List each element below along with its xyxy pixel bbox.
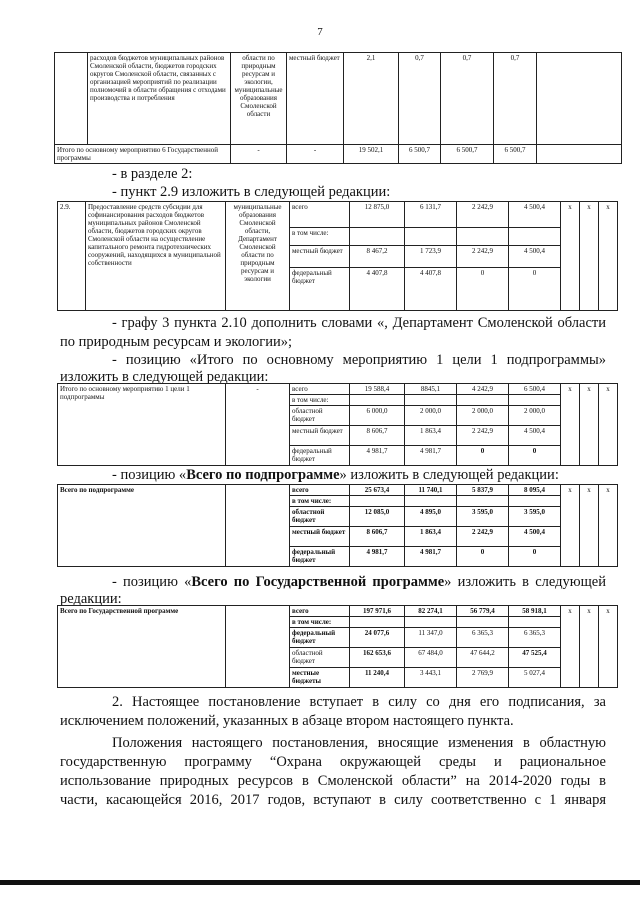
table-cell: [350, 395, 405, 406]
table-cell: 6 365,3: [457, 628, 509, 648]
table-cell: 0,7: [441, 53, 494, 145]
paragraph-3-line-4: части, касающейся 2016, 2017 годов, вступают в силу соответственно с 1 января: [60, 792, 606, 808]
table-cell: [537, 145, 622, 164]
table-cell: областной бюджет: [290, 648, 350, 668]
table-cell: [350, 617, 405, 628]
table-cell: 1 863,4: [405, 426, 457, 446]
table-cell: 0: [457, 268, 509, 311]
table-cell: 82 274,1: [405, 606, 457, 617]
table-cell: местный бюджет: [290, 527, 350, 547]
table-cell: x: [561, 485, 580, 567]
table-cell: 6 500,7: [494, 145, 537, 164]
table-cell: областной бюджет: [290, 406, 350, 426]
table-cell: Всего по Государственной программе: [58, 606, 226, 688]
table-cell: 12 875,0: [350, 202, 405, 228]
table-cell: 6 500,7: [399, 145, 441, 164]
table-cell: [457, 395, 509, 406]
page-number: 7: [317, 26, 323, 38]
table-cell: 4 500,4: [509, 246, 561, 268]
table-cell: местный бюджет: [290, 426, 350, 446]
table-cell: расходов бюджетов муниципальных районов Смоленской области, бюджетов городских округов Смоленской области, связанных с организацией мероприятий по реализации полномочий в области обращения с отходами производства и потребления: [88, 53, 231, 145]
table-cell: областной бюджет: [290, 507, 350, 527]
table-cell: 6 500,4: [509, 384, 561, 395]
table-cell: в том числе:: [290, 395, 350, 406]
text-fragment-bold: Всего по подпрограмме: [186, 467, 340, 483]
table-cell: [350, 496, 405, 507]
line-section-2: - в разделе 2:: [112, 166, 193, 182]
table-cell: Предоставление средств субсидии для софинансирования расходов бюджетов муниципальных районов Смоленской области, бюджетов городских округов Смоленской области на осуществление капитального ремонта гидротехнических сооружений, находящихся в муниципальной собственности: [86, 202, 226, 311]
table-cell: 58 918,1: [509, 606, 561, 617]
table-cell: 0: [509, 446, 561, 466]
table-cell: 6 365,3: [509, 628, 561, 648]
table-cell: 4 407,8: [405, 268, 457, 311]
paragraph-3-line-1: Положения настоящего постановления, вносящие изменения в областную: [112, 735, 606, 751]
table-cell: федеральный бюджет: [290, 547, 350, 567]
table-cell: 3 595,0: [509, 507, 561, 527]
table-cell: 4 981,7: [405, 547, 457, 567]
table-cell: [457, 228, 509, 246]
table-cell: 67 484,0: [405, 648, 457, 668]
table-cell: 3 443,1: [405, 668, 457, 688]
text-fragment: » изложить в следующей: [444, 574, 606, 590]
paragraph-itog-line-1: - позицию «Итого по основному мероприятию 1 цели 1 подпрограммы»: [112, 352, 606, 368]
table-cell: 6 500,7: [441, 145, 494, 164]
table-vsego-podprogramma: [57, 484, 618, 567]
table-itogo-meropriyatie: [57, 383, 618, 466]
table-cell: [509, 617, 561, 628]
table-cell: 4 500,4: [509, 527, 561, 547]
table-cell: 2,1: [344, 53, 399, 145]
table-cell: 2 242,9: [457, 426, 509, 446]
table-cell: x: [561, 384, 580, 466]
table-cell: 8 467,2: [350, 246, 405, 268]
table-cell: 8 095,4: [509, 485, 561, 496]
table-cell: 56 779,4: [457, 606, 509, 617]
table-cell: в том числе:: [290, 228, 350, 246]
table-cell: 11 347,0: [405, 628, 457, 648]
paragraph-vsego-gp-line-1: [112, 573, 606, 592]
table-cell: 6 131,7: [405, 202, 457, 228]
table-cell: 0,7: [494, 53, 537, 145]
line-point-29: - пункт 2.9 изложить в следующей редакции:: [112, 184, 391, 200]
table-top-fragment: [54, 52, 622, 164]
table-cell: x: [580, 384, 599, 466]
table-cell: 12 085,0: [350, 507, 405, 527]
table-cell: Итого по основному мероприятию 1 цели 1 подпрограммы: [58, 384, 226, 466]
table-cell: x: [599, 384, 618, 466]
table-cell: в том числе:: [290, 496, 350, 507]
table-cell: x: [580, 202, 599, 311]
table-cell: Итого по основному мероприятию 6 Государственной программы: [55, 145, 231, 164]
table-cell: Всего по подпрограмме: [58, 485, 226, 567]
table-cell: всего: [290, 384, 350, 395]
table-cell: федеральный бюджет: [290, 628, 350, 648]
text-fragment: - позицию «: [112, 467, 187, 483]
table-cell: 47 644,2: [457, 648, 509, 668]
table-cell: 162 653,6: [350, 648, 405, 668]
table-cell: 4 981,7: [350, 547, 405, 567]
table-cell: [226, 485, 290, 567]
table-cell: [457, 617, 509, 628]
table-cell: [405, 395, 457, 406]
table-cell: федеральный бюджет: [290, 446, 350, 466]
table-cell: 8 606,7: [350, 426, 405, 446]
table-cell: местный бюджет: [290, 246, 350, 268]
table-cell: 2 000,0: [509, 406, 561, 426]
paragraph-2-line-2: исключением положений, указанных в абзаце втором настоящего пункта.: [60, 713, 514, 729]
table-cell: 24 077,6: [350, 628, 405, 648]
table-cell: x: [599, 202, 618, 311]
scan-bottom-edge: [0, 880, 640, 885]
text-fragment: - позицию «: [112, 574, 192, 590]
table-cell: 47 525,4: [509, 648, 561, 668]
table-cell: -: [231, 145, 287, 164]
table-cell: 4 407,8: [350, 268, 405, 311]
table-cell: 19 502,1: [344, 145, 399, 164]
table-cell: 0,7: [399, 53, 441, 145]
paragraph-2-line-1: 2. Настоящее постановление вступает в силу со дня его подписания, за: [112, 694, 606, 710]
paragraph-210-line-1: - графу 3 пункта 2.10 дополнить словами «, Департамент Смоленской области: [112, 315, 606, 331]
table-cell: федеральный бюджет: [290, 268, 350, 311]
table-cell: 11 240,4: [350, 668, 405, 688]
table-cell: 0: [457, 446, 509, 466]
table-cell: 1 723,9: [405, 246, 457, 268]
paragraph-3-line-3: использование природных ресурсов в Смоленской области” на 2014-2020 годы в: [60, 773, 606, 789]
table-cell: 8845,1: [405, 384, 457, 395]
table-cell: 2 242,9: [457, 246, 509, 268]
table-cell: 4 500,4: [509, 426, 561, 446]
table-cell: 3 595,0: [457, 507, 509, 527]
table-cell: 5 027,4: [509, 668, 561, 688]
table-cell: x: [580, 606, 599, 688]
table-cell: 11 740,1: [405, 485, 457, 496]
paragraph-itog-line-2: изложить в следующей редакции:: [60, 369, 269, 385]
table-cell: 2 769,9: [457, 668, 509, 688]
table-cell: 2 000,0: [405, 406, 457, 426]
paragraph-210-line-2: по природным ресурсам и экологии»;: [60, 334, 293, 350]
table-cell: [509, 496, 561, 507]
table-vsego-gos-programma: [57, 605, 618, 688]
table-cell: [537, 53, 622, 145]
paragraph-vsego-gp-line-2: редакции:: [60, 591, 122, 607]
table-cell: всего: [290, 606, 350, 617]
table-cell: [350, 228, 405, 246]
table-cell: области по природным ресурсам и экологии, муниципальные образования Смоленской области: [231, 53, 287, 145]
table-cell: [457, 496, 509, 507]
table-cell: x: [561, 606, 580, 688]
table-cell: [405, 617, 457, 628]
table-cell: 1 863,4: [405, 527, 457, 547]
paragraph-vsego-podprogramma: [112, 466, 559, 485]
table-cell: -: [287, 145, 344, 164]
table-cell: [226, 606, 290, 688]
table-cell: 0: [457, 547, 509, 567]
table-cell: 8 606,7: [350, 527, 405, 547]
table-cell: x: [599, 606, 618, 688]
table-cell: местные бюджеты: [290, 668, 350, 688]
table-cell: -: [226, 384, 290, 466]
table-cell: 4 895,0: [405, 507, 457, 527]
table-cell: [405, 496, 457, 507]
paragraph-3-line-2: государственную программу “Охрана окружающей среды и рациональное: [60, 754, 606, 770]
table-cell: 2 242,9: [457, 527, 509, 547]
table-cell: 4 242,9: [457, 384, 509, 395]
table-cell: муниципальные образования Смоленской области, Департамент Смоленской области по природным ресурсам и экологии: [226, 202, 290, 311]
table-point-29: [57, 201, 618, 311]
table-cell: [509, 228, 561, 246]
table-cell: местный бюджет: [287, 53, 344, 145]
table-cell: 0: [509, 547, 561, 567]
table-cell: 0: [509, 268, 561, 311]
table-cell: всего: [290, 485, 350, 496]
table-cell: 2.9.: [58, 202, 86, 311]
table-cell: 6 000,0: [350, 406, 405, 426]
table-cell: [405, 228, 457, 246]
table-cell: 19 588,4: [350, 384, 405, 395]
table-cell: x: [599, 485, 618, 567]
table-cell: [55, 53, 88, 145]
table-cell: 5 837,9: [457, 485, 509, 496]
table-cell: всего: [290, 202, 350, 228]
text-fragment: » изложить в следующей редакции:: [339, 467, 559, 483]
table-cell: 4 500,4: [509, 202, 561, 228]
table-cell: 2 242,9: [457, 202, 509, 228]
table-cell: [509, 395, 561, 406]
text-fragment-bold: Всего по Государственной программе: [191, 574, 445, 590]
table-cell: x: [561, 202, 580, 311]
table-cell: в том числе:: [290, 617, 350, 628]
table-cell: 4 981,7: [405, 446, 457, 466]
table-cell: 2 000,0: [457, 406, 509, 426]
table-cell: 197 971,6: [350, 606, 405, 617]
table-cell: 4 981,7: [350, 446, 405, 466]
table-cell: 25 673,4: [350, 485, 405, 496]
table-cell: x: [580, 485, 599, 567]
